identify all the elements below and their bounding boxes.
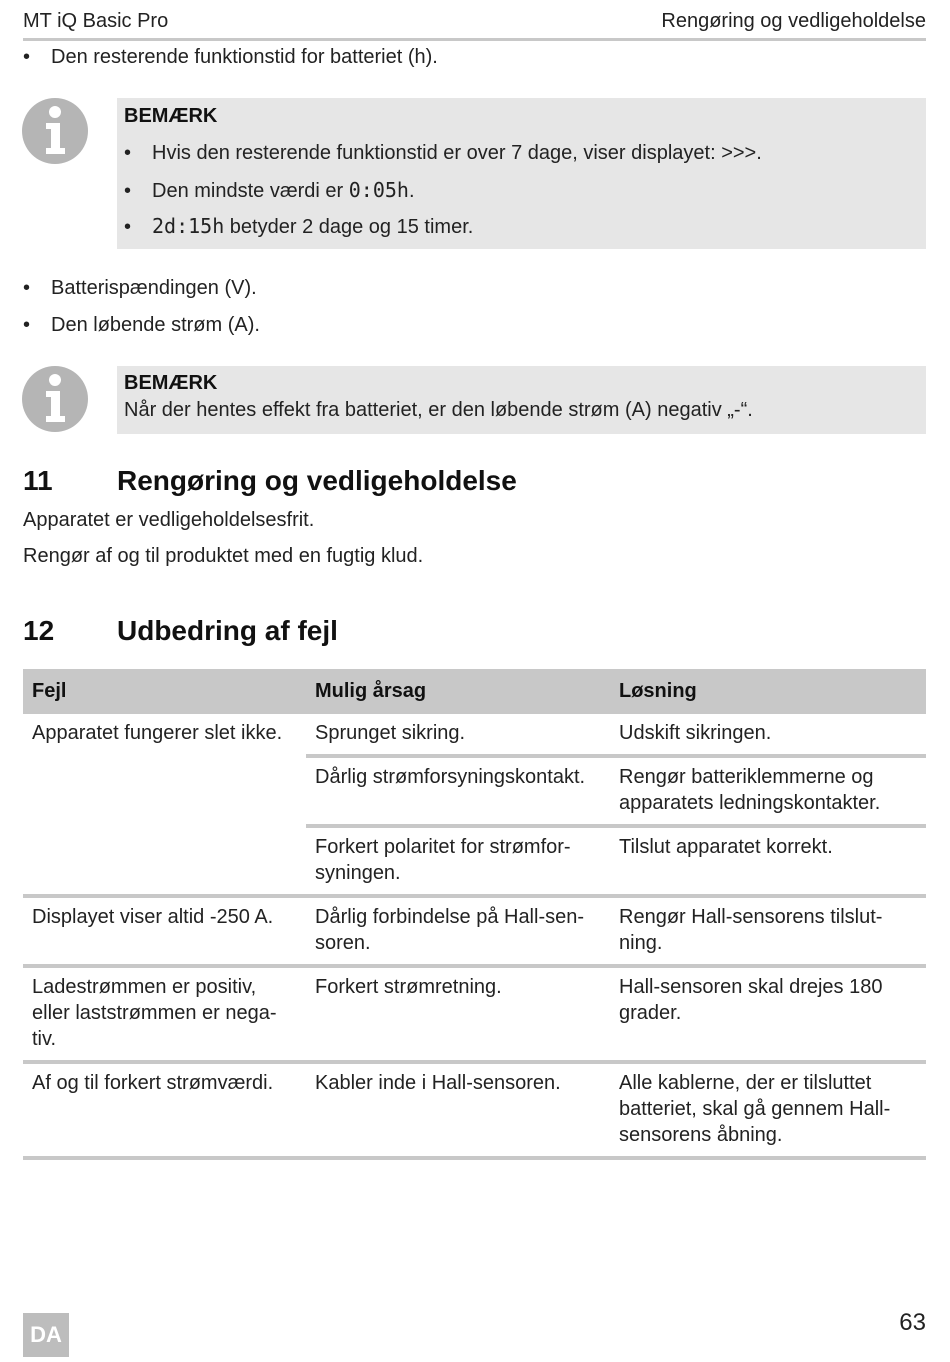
table-cell: Ladestrømmen er positiv, eller laststrømmen er nega-tiv. [23, 966, 306, 1062]
list-item: • Den løbende strøm (A). [23, 314, 260, 336]
list-item: • Den resterende funktionstid for batteriet (h). [23, 46, 438, 68]
table-cell: Rengør batteriklemmerne og apparatets ledningskontakter. [610, 756, 926, 826]
section-number: 12 [23, 615, 55, 646]
display-value: 2d:15h [152, 214, 225, 238]
section-title: Udbedring af fejl [117, 615, 338, 646]
table-cell: Alle kablerne, der er tilsluttet batteriet, skal gå gennem Hall-sensorens åbning. [610, 1062, 926, 1158]
section-title: Rengøring og vedligeholdelse [117, 465, 517, 496]
table-cell: Forkert strømretning. [306, 966, 610, 1062]
note-title: BEMÆRK [124, 372, 218, 394]
note-item: • 2d:15h betyder 2 dage og 15 timer. [124, 214, 474, 238]
table-cell [23, 826, 306, 896]
info-icon [22, 366, 88, 432]
table-cell: Dårlig strømforsyningskontakt. [306, 756, 610, 826]
table-cell: Displayet viser altid -250 A. [23, 896, 306, 966]
table-cell: Dårlig forbindelse på Hall-sen-soren. [306, 896, 610, 966]
page-number: 63 [899, 1309, 926, 1336]
table-header-row [23, 669, 926, 714]
display-value: 0:05h [348, 178, 409, 202]
list-item: • Batterispændingen (V). [23, 277, 257, 299]
table-cell: Rengør Hall-sensorens tilslut-ning. [610, 896, 926, 966]
note-item: • Hvis den resterende funktionstid er over 7 dage, viser displayet: >>>. [124, 142, 762, 164]
troubleshooting-table [23, 669, 926, 1160]
paragraph: Rengør af og til produktet med en fugtig klud. [23, 545, 424, 567]
table-cell: Apparatet fungerer slet ikke. [32, 722, 283, 744]
table-cell: Sprunget sikring. [315, 722, 466, 744]
language-badge: DA [23, 1313, 69, 1357]
table-cell: Forkert polaritet for strømfor-syningen. [306, 826, 610, 896]
table-cell [23, 756, 306, 826]
paragraph: Apparatet er vedligeholdelsesfrit. [23, 509, 315, 531]
table-cell: Kabler inde i Hall-sensoren. [306, 1062, 610, 1158]
column-header: Mulig årsag [306, 669, 610, 714]
note-box [117, 98, 926, 249]
section-number: 11 [23, 465, 53, 496]
note-box [117, 366, 926, 434]
column-header: Løsning [610, 669, 926, 714]
list-item-text: Den resterende funktionstid for batteriet (h). [51, 46, 438, 68]
table-cell: Tilslut apparatet korrekt. [610, 826, 926, 896]
table-row [23, 966, 926, 1062]
column-header: Fejl [23, 669, 306, 714]
table-row [23, 1062, 926, 1158]
header-product: MT iQ Basic Pro [23, 10, 169, 32]
table-row [23, 756, 926, 826]
header-chapter: Rengøring og vedligeholdelse [661, 10, 926, 32]
info-icon [22, 98, 88, 164]
table-cell: Af og til forkert strømværdi. [23, 1062, 306, 1158]
table-cell: Hall-sensoren skal drejes 180 grader. [610, 966, 926, 1062]
table-row [23, 714, 926, 756]
table-row [23, 896, 926, 966]
note-item: • Den mindste værdi er 0:05h. [124, 178, 415, 202]
note-title: BEMÆRK [124, 105, 218, 127]
header-rule [23, 38, 926, 41]
table-row [23, 826, 926, 896]
table-cell: Udskift sikringen. [619, 722, 772, 744]
note-text: Når der hentes effekt fra batteriet, er den løbende strøm (A) negativ „-“. [124, 399, 753, 421]
